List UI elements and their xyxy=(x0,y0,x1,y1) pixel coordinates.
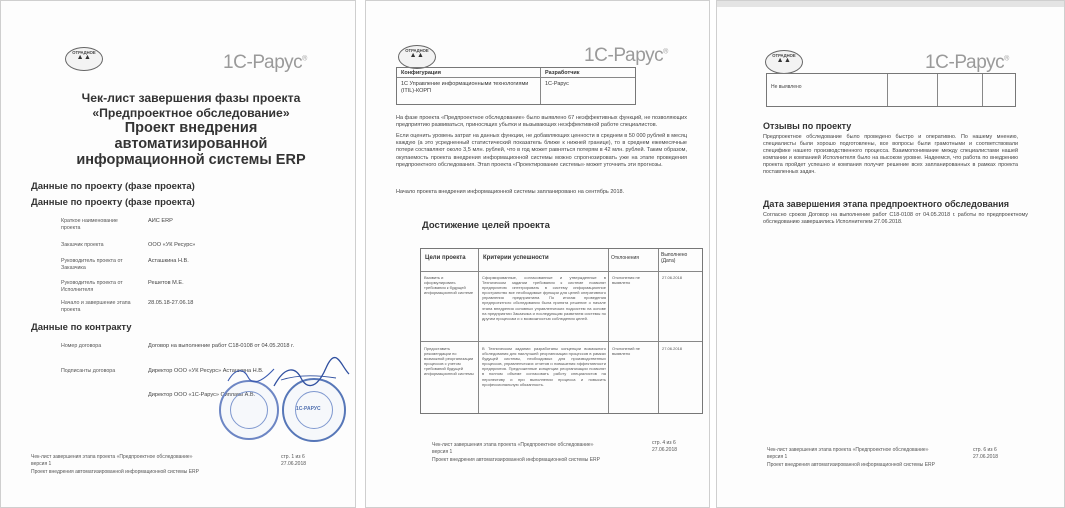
footer-page-number: стр. 4 из 6 xyxy=(652,440,676,446)
row-value: 28.05.18-27.06.18 xyxy=(148,300,194,306)
footer-date: 27.06.2018 xyxy=(281,461,307,467)
goal-cell: Выявить и сформулировать требования к будущей информационной системе xyxy=(424,275,474,296)
criteria-cell: В Техническом задании разработаны концепции возможного обследования для наилучшей реорганизации процессов в рамках будущей системы, необходимых для производственных процессов, управленческих отчетов и повышения эффективности предприятия. Предложенные концепции реорганизации позволят в полном объеме согласовать работу специалистов на перспективу и при выполнении процесса и повысить профессиональную обязанность. xyxy=(482,346,606,387)
footer-line-2: версия 1 xyxy=(767,454,788,460)
footer-line-1: Чек-лист завершения этапа проекта «Предпроектное обследование» xyxy=(767,447,929,453)
table-cell: Не выявлено xyxy=(771,84,802,90)
footer-line-2: версия 1 xyxy=(432,449,453,455)
section-heading-project-data-2: Данные по проекту (фазе проекта) xyxy=(31,197,195,208)
goal-cell: Предоставить рекомендации по возможной реорганизации процессов с учетом требований будущей информационной системы xyxy=(424,346,474,377)
section-heading-contract: Данные по контракту xyxy=(31,322,132,333)
otradnoe-logo xyxy=(398,45,436,69)
document-page-1 xyxy=(0,0,356,508)
row-label: Руководитель проекта от Заказчика xyxy=(61,258,123,271)
goals-table xyxy=(420,248,703,414)
col-header-criteria: Критерии успешности xyxy=(483,255,549,261)
footer-line-3: Проект внедрения автоматизированной информационной системы ERP xyxy=(767,462,936,468)
otradnoe-logo-text: ОТРАДНОЕ xyxy=(72,50,96,55)
paragraph-2: Если оценить уровень затрат на данных функции, не добавляющих ценности в среднем в 50 000 рублей в месяц каждую (а это усредненный статистический показатель ближе к нижней границе), то в среднем ежемесячные потери составляют около 3,5 млн. рублей, что в год может равняться потерям в 42 млн. рублей. Таким образом, окупаемость проекта внедрения информационной системы можно спрогнозировать уже на этапе проведения предпроектного обследования. Этап проекта «Проектирование системы» может уточнить эти прогнозы. xyxy=(396,133,687,168)
configuration-table xyxy=(396,67,636,105)
deviation-table xyxy=(766,73,1016,107)
footer-line-3: Проект внедрения автоматизированной информационной системы ERP xyxy=(432,457,601,463)
footer-line-3: Проект внедрения автоматизированной информационной системы ERP xyxy=(31,469,200,475)
row-label: Руководитель проекта от Исполнителя xyxy=(61,280,123,293)
otradnoe-logo xyxy=(65,47,103,71)
deviation-cell: Отклонений не выявлено xyxy=(612,346,640,357)
signature-1 xyxy=(271,356,351,396)
row-value: Решетов М.Е. xyxy=(148,280,184,286)
rarus-logo: 1С-Рарус® xyxy=(584,45,668,66)
developer-header: Разработчик xyxy=(545,70,580,76)
document-page-3 xyxy=(716,0,1065,508)
config-value: 1С Управление информационными технологиями (ITIL)-КОРП xyxy=(401,81,529,94)
footer-line-1: Чек-лист завершения этапа проекта «Предпроектное обследование» xyxy=(432,442,594,448)
otradnoe-logo-text: ОТРАДНОЕ xyxy=(405,48,429,53)
contract-value: Договор на выполнение работ С18-0108 от 04.05.2018 г. xyxy=(148,343,294,349)
top-band xyxy=(717,1,1064,7)
row-label: Начало и завершение этапа проекта xyxy=(61,300,131,313)
col-header-deviation: Отклонения xyxy=(611,255,639,261)
otradnoe-logo-mark: ▲▲ xyxy=(409,52,425,59)
otradnoe-logo-mark: ▲▲ xyxy=(776,57,792,64)
reviews-heading: Отзывы по проекту xyxy=(763,121,852,131)
col-header-done: Выполнено (Дата) xyxy=(661,252,688,264)
footer-page-number: стр. 6 из 6 xyxy=(973,447,997,453)
completion-text: Согласно сроков Договор на выполнение работ С18-0108 от 04.05.2018 г. работы по предпроектному обследованию завершились Исполнителем 27.06.2018. xyxy=(763,212,1028,226)
company-stamp-1 xyxy=(219,380,279,440)
criteria-cell: Сформированные, согласованные и утвержденные в Техническом задании требования к системе позволят предприятию интегрировать в систему информационное пространство все необходимые функции для целей оперативного управления предприятием. По итогам проведения предпроектного обследования была принята решение о начале этапа внедрения основных управленческих подсистем на основе на предприятии Заказчика и последующим развитием системы по другим процессам и с возможностью соблюдения целей. xyxy=(482,275,606,321)
otradnoe-logo-text: ОТРАДНОЕ xyxy=(772,53,796,58)
row-value: АИС ERP xyxy=(148,218,173,224)
rarus-logo: 1С-Рарус® xyxy=(925,52,1009,73)
contract-label: Номер договора xyxy=(61,343,102,349)
row-label: Краткое наименование проекта xyxy=(61,218,118,231)
signer-2: Директор ООО «1С-Рарус» Сиплавв А.В. xyxy=(148,392,256,398)
col-header-goals: Цели проекта xyxy=(425,255,466,261)
footer-page-number: стр. 1 из 6 xyxy=(281,454,305,460)
config-header: Конфигурация xyxy=(401,70,441,76)
done-cell: 27.06.2018 xyxy=(662,346,683,351)
row-value: ООО «УК Ресурс» xyxy=(148,242,196,248)
row-label: Заказчик проекта xyxy=(61,242,104,248)
reviews-text: Предпроектное обследование было проведено быстро и оперативно. По нашему мнению, специалисты были хорошо подготовлены, все вопросы были грамотными и соответствовали специфике нашего производственного процесса. Взаимопонимание между специалистами нашей компании и компанией Исполнителя было на высоком уровне. Надеемся, что работа по внедрению проекта пройдет успешно и компания получит решение всех запланированных в рамках проекта поставленных задач. xyxy=(763,134,1018,176)
footer-date: 27.06.2018 xyxy=(652,447,678,453)
otradnoe-logo-mark: ▲▲ xyxy=(76,54,92,61)
signer-1: Директор ООО «УК Ресурс» Асташкина Н.В. xyxy=(148,368,264,374)
footer-line-1: Чек-лист завершения этапа проекта «Предпроектное обследование» xyxy=(31,454,193,460)
document-page-2 xyxy=(365,0,710,508)
stamp-text: 1С-РАРУС xyxy=(296,406,321,412)
rarus-logo: 1С-Рарус® xyxy=(223,52,307,73)
footer-line-2: версия 1 xyxy=(31,461,52,467)
paragraph-1: На фазе проекта «Предпроектное обследование» было выявлено 67 неэффективных функций, не позволяющих предприятию развиваться, приносящих убытки и вызывающих неэффективной работе специалистов. xyxy=(396,115,687,129)
paragraph-3: Начало проекта внедрения информационной системы запланировано на сентябрь 2018. xyxy=(396,189,625,195)
otradnoe-logo xyxy=(765,50,803,74)
page-title: Чек-лист завершения фазы проекта «Предпроектное обследование» Проект внедрения автоматизированной информационной системы ERP xyxy=(76,91,306,168)
goals-heading: Достижение целей проекта xyxy=(422,220,550,231)
footer-date: 27.06.2018 xyxy=(973,454,999,460)
signatures-label: Подписанты договора xyxy=(61,368,116,374)
row-value: Асташкина Н.В. xyxy=(148,258,189,264)
section-heading-project-data: Данные по проекту (фазе проекта) xyxy=(31,181,195,192)
completion-heading: Дата завершения этапа предпроектного обследования xyxy=(763,199,1010,209)
signature-2 xyxy=(226,363,276,387)
deviation-cell: Отклонения не выявлено xyxy=(612,275,640,286)
done-cell: 27.06.2018 xyxy=(662,275,683,280)
developer-value: 1С-Рарус xyxy=(545,81,569,87)
